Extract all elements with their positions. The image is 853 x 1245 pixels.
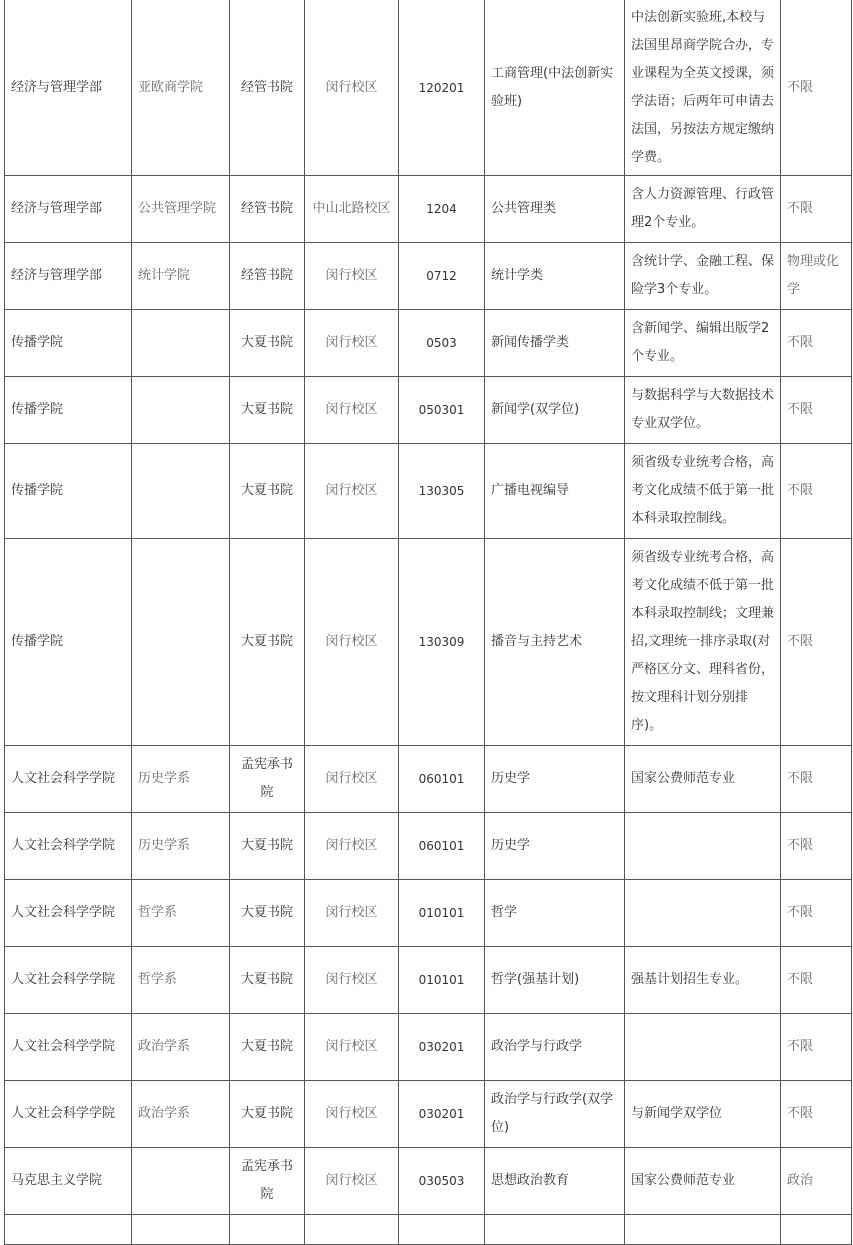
subject-requirement-cell: 物理或化学: [781, 243, 852, 310]
table-row: [5, 444, 852, 539]
major-code-cell: 1204: [399, 176, 485, 243]
subject-requirement-cell: 不限: [781, 0, 852, 176]
residential-college-cell: 经管书院: [230, 243, 305, 310]
school-cell: [132, 310, 230, 377]
campus-cell: 闵行校区: [305, 880, 399, 947]
note-cell: 含人力资源管理、行政管理2个专业。: [625, 176, 781, 243]
note-cell: [625, 880, 781, 947]
table-row: [5, 243, 852, 310]
major-code-cell: 010101: [399, 947, 485, 1014]
school-cell: [132, 377, 230, 444]
department-cell: 人文社会科学学院: [5, 813, 132, 880]
major-name-cell: 工商管理(中法创新实验班): [485, 0, 625, 176]
department-cell: 人文社会科学学院: [5, 1014, 132, 1081]
table-row: [5, 310, 852, 377]
residential-college-cell: [230, 1215, 305, 1245]
school-cell: 亚欧商学院: [132, 0, 230, 176]
campus-cell: 中山北路校区: [305, 176, 399, 243]
subject-requirement-cell: 政治: [781, 1148, 852, 1215]
campus-cell: 闵行校区: [305, 813, 399, 880]
table-row: [5, 746, 852, 813]
major-code-cell: 120201: [399, 0, 485, 176]
table-row: [5, 1014, 852, 1081]
major-code-cell: 130305: [399, 444, 485, 539]
major-code-cell: 130309: [399, 539, 485, 746]
department-cell: 经济与管理学部: [5, 0, 132, 176]
subject-requirement-cell: 不限: [781, 444, 852, 539]
subject-requirement-cell: 不限: [781, 813, 852, 880]
major-code-cell: 0712: [399, 243, 485, 310]
school-cell: 统计学院: [132, 243, 230, 310]
subject-requirement-cell: 不限: [781, 539, 852, 746]
department-cell: 传播学院: [5, 310, 132, 377]
campus-cell: [305, 1215, 399, 1245]
residential-college-cell: 大夏书院: [230, 880, 305, 947]
department-cell: 经济与管理学部: [5, 176, 132, 243]
campus-cell: 闵行校区: [305, 539, 399, 746]
table-body: [5, 0, 852, 1245]
campus-cell: 闵行校区: [305, 310, 399, 377]
major-code-cell: 010101: [399, 880, 485, 947]
school-cell: [132, 539, 230, 746]
residential-college-cell: 经管书院: [230, 0, 305, 176]
table-row: [5, 377, 852, 444]
note-cell: 须省级专业统考合格，高考文化成绩不低于第一批本科录取控制线；文理兼招,文理统一排序录取(对严格区分文、理科省份，按文理科计划分别排序)。: [625, 539, 781, 746]
table-row: [5, 880, 852, 947]
school-cell: 历史学系: [132, 813, 230, 880]
major-name-cell: 广播电视编导: [485, 444, 625, 539]
note-cell: 国家公费师范专业: [625, 1148, 781, 1215]
major-name-cell: 思想政治教育: [485, 1148, 625, 1215]
major-code-cell: 030201: [399, 1014, 485, 1081]
note-cell: 国家公费师范专业: [625, 746, 781, 813]
note-cell: [625, 1215, 781, 1245]
residential-college-cell: 孟宪承书院: [230, 746, 305, 813]
subject-requirement-cell: 不限: [781, 377, 852, 444]
major-code-cell: [399, 1215, 485, 1245]
school-cell: 哲学系: [132, 947, 230, 1014]
table-row: [5, 1081, 852, 1148]
note-cell: 强基计划招生专业。: [625, 947, 781, 1014]
school-cell: 政治学系: [132, 1014, 230, 1081]
major-name-cell: 哲学(强基计划): [485, 947, 625, 1014]
admissions-majors-table: [4, 0, 852, 1245]
department-cell: 人文社会科学学院: [5, 746, 132, 813]
major-code-cell: 050301: [399, 377, 485, 444]
major-code-cell: 030503: [399, 1148, 485, 1215]
subject-requirement-cell: 不限: [781, 176, 852, 243]
campus-cell: 闵行校区: [305, 947, 399, 1014]
major-name-cell: 新闻传播学类: [485, 310, 625, 377]
major-name-cell: 政治学与行政学(双学位): [485, 1081, 625, 1148]
subject-requirement-cell: 不限: [781, 1081, 852, 1148]
table-row: [5, 947, 852, 1014]
subject-requirement-cell: 不限: [781, 880, 852, 947]
major-name-cell: 历史学: [485, 813, 625, 880]
major-name-cell: 历史学: [485, 746, 625, 813]
campus-cell: 闵行校区: [305, 1081, 399, 1148]
department-cell: 马克思主义学院: [5, 1148, 132, 1215]
subject-requirement-cell: 不限: [781, 947, 852, 1014]
residential-college-cell: 大夏书院: [230, 310, 305, 377]
residential-college-cell: 大夏书院: [230, 813, 305, 880]
major-name-cell: 公共管理类: [485, 176, 625, 243]
table-row: [5, 539, 852, 746]
major-name-cell: 播音与主持艺术: [485, 539, 625, 746]
major-code-cell: 030201: [399, 1081, 485, 1148]
major-code-cell: 0503: [399, 310, 485, 377]
campus-cell: 闵行校区: [305, 1014, 399, 1081]
campus-cell: 闵行校区: [305, 0, 399, 176]
department-cell: 传播学院: [5, 539, 132, 746]
note-cell: [625, 813, 781, 880]
subject-requirement-cell: 不限: [781, 310, 852, 377]
table-row: [5, 0, 852, 176]
department-cell: 人文社会科学学院: [5, 880, 132, 947]
department-cell: 传播学院: [5, 444, 132, 539]
department-cell: 经济与管理学部: [5, 243, 132, 310]
note-cell: [625, 1014, 781, 1081]
subject-requirement-cell: 不限: [781, 746, 852, 813]
school-cell: 历史学系: [132, 746, 230, 813]
major-name-cell: [485, 1215, 625, 1245]
major-name-cell: 政治学与行政学: [485, 1014, 625, 1081]
table-row: [5, 1215, 852, 1245]
campus-cell: 闵行校区: [305, 1148, 399, 1215]
major-code-cell: 060101: [399, 746, 485, 813]
table-row: [5, 1148, 852, 1215]
residential-college-cell: 大夏书院: [230, 377, 305, 444]
table-row: [5, 813, 852, 880]
campus-cell: 闵行校区: [305, 377, 399, 444]
note-cell: 与数据科学与大数据技术专业双学位。: [625, 377, 781, 444]
residential-college-cell: 大夏书院: [230, 539, 305, 746]
residential-college-cell: 孟宪承书院: [230, 1148, 305, 1215]
campus-cell: 闵行校区: [305, 746, 399, 813]
residential-college-cell: 大夏书院: [230, 1014, 305, 1081]
residential-college-cell: 大夏书院: [230, 947, 305, 1014]
department-cell: 人文社会科学学院: [5, 1081, 132, 1148]
subject-requirement-cell: [781, 1215, 852, 1245]
residential-college-cell: 大夏书院: [230, 1081, 305, 1148]
school-cell: [132, 444, 230, 539]
table-row: [5, 176, 852, 243]
note-cell: 须省级专业统考合格，高考文化成绩不低于第一批本科录取控制线。: [625, 444, 781, 539]
campus-cell: 闵行校区: [305, 243, 399, 310]
major-name-cell: 哲学: [485, 880, 625, 947]
department-cell: [5, 1215, 132, 1245]
campus-cell: 闵行校区: [305, 444, 399, 539]
school-cell: [132, 1215, 230, 1245]
department-cell: 传播学院: [5, 377, 132, 444]
note-cell: 与新闻学双学位: [625, 1081, 781, 1148]
school-cell: [132, 1148, 230, 1215]
major-name-cell: 统计学类: [485, 243, 625, 310]
school-cell: 公共管理学院: [132, 176, 230, 243]
department-cell: 人文社会科学学院: [5, 947, 132, 1014]
school-cell: 哲学系: [132, 880, 230, 947]
subject-requirement-cell: 不限: [781, 1014, 852, 1081]
note-cell: 中法创新实验班,本校与法国里昂商学院合办，专业课程为全英文授课，须学法语；后两年可申请去法国，另按法方规定缴纳学费。: [625, 0, 781, 176]
major-name-cell: 新闻学(双学位): [485, 377, 625, 444]
residential-college-cell: 经管书院: [230, 176, 305, 243]
note-cell: 含新闻学、编辑出版学2个专业。: [625, 310, 781, 377]
note-cell: 含统计学、金融工程、保险学3个专业。: [625, 243, 781, 310]
school-cell: 政治学系: [132, 1081, 230, 1148]
major-code-cell: 060101: [399, 813, 485, 880]
residential-college-cell: 大夏书院: [230, 444, 305, 539]
